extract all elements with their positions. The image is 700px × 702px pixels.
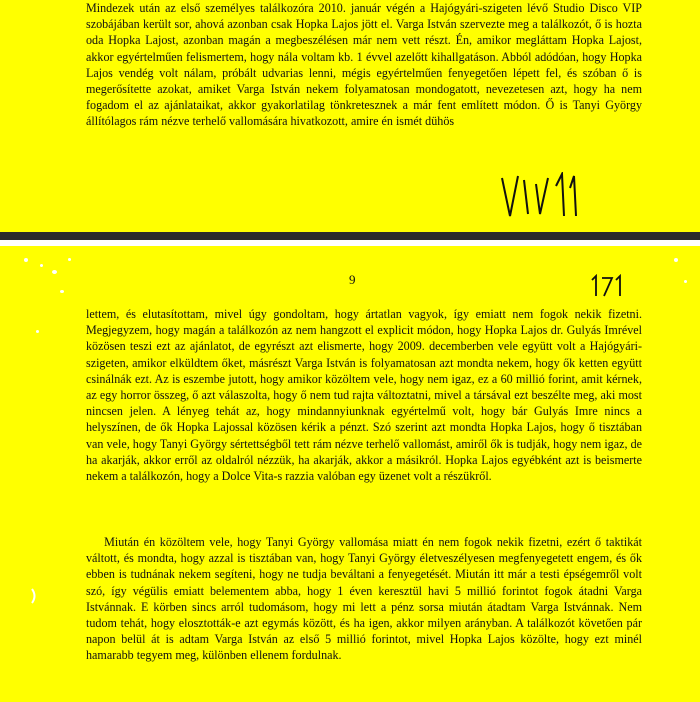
page-number: 9 bbox=[349, 272, 356, 287]
scanned-page-bottom bbox=[0, 246, 700, 702]
scanned-page-top bbox=[0, 0, 700, 232]
margin-bracket-mark bbox=[30, 588, 38, 604]
body-paragraph-2: Miután én közöltem vele, hogy Tanyi György vallomása miatt én nem fogok nekik fizetni, ezért ő taktikát váltott, és mondta, hogy azzal is tisztában van, hogy Tanyi György életveszélyesen megfenyegetett engem, és ők ebben is tudnának nekem segíteni, hogy ne tudja beváltani a fenyegetését. Miután itt már a testi épségemről volt szó, így végülis emiatt belementem abba, hogy 1 éven keresztül havi 5 millió forintot fogok átadni Varga Istvánnak. E körben sincs arról tudomásom, hogy mi lett a pénz sorsa miután átadtam Varga Istvánnak. Nem tudom tehát, hogy elosztották-e azt egymás között, és ha igen, akkor milyen arányban. A találkozót követően pár napon belül át is adtam Varga István az első 5 millió forintot, mivel Hopka Lajos közölte, hogy ezt minél hamarabb tegyem meg, különben ellenem fordulnak. bbox=[86, 535, 642, 663]
body-paragraph-1: lettem, és elutasítottam, mivel úgy gondoltam, hogy ártatlan vagyok, így emiatt nem fogok nekik fizetni. Megjegyzem, hogy magán a találkozón az nem hangzott el explicit módon, hogy Hopka Lajos dr. Gulyás Imrével közösen teszi ezt az ajánlatot, de egyrészt azt elismerte, hogy 2009. decemberben vele együtt volt a Hajógyári-szigeten, amikor elküldtem őket, másrészt Varga István is folyamatosan azt mondta nekem, hogy ők ketten együtt csinálnák ezt. Az is eszembe jutott, hogy amikor közöltem vele, hogy nem igaz, ez a 60 millió forint, amit kérnek, az egy horror összeg, ő azt válaszolta, hogy ő nem tud rajta változtatni, mivel a társával ezt beszélte meg, aki most nincsen jelen. A lényeg tehát az, hogy mindannyiunknak egyértelmű volt, hogy bár Gulyás Imre nincs a helyszínen, de ők Hopka Lajossal közösen kérik a pénzt. Szó szerint azt mondta Hopka Lajos, hogy ő tisztában van vele, hogy Tanyi György sértettségből tett rám nézve terhelő vallomást, amiről ők is tudják, hogy nem igaz, de ha akarják, akkor erről az oldalról nézzük, ha akarják, akkor a másikról. Hopka Lajos egyébként azt is beismerte nekem a találkozón, hogy a Dolce Vita-s razzia valóban egy üzenet volt a részükről. bbox=[86, 307, 642, 484]
handwritten-signature bbox=[500, 172, 580, 222]
body-paragraph-top: Mindezek után az első személyes találkozóra 2010. január végén a Hajógyári-szigeten lévő Studio Disco VIP szobájában került sor, ahová azonban csak Hopka Lajos jött el. Varga István szervezte meg a találkozót, ő is hozta oda Hopka Lajost, azonban magán a megbeszélésen már nem vett részt. Én, amikor megláttam Hopka Lajost, akkor egyértelműen felismertem, hogy nála voltam kb. 1 évvel azelőtt kihallgatáson. Abból adódóan, hogy Hopka Lajos vendég volt nálam, próbált udvarias lenni, mégis egyértelműen fenyegetően lépett fel, és szóban ő is megerősítette azokat, amiket Varga István nekem folyamatosan mondogatott, nevezetesen azt, hogy ha nem fogadom el az ajánlataikat, akkor gyakorlatilag tönkretesznek a már fent említett módon. Ő is Tanyi György állítólagos rám nézve terhelő vallomására hivatkozott, amire én ismét dühös bbox=[86, 1, 642, 129]
page-divider bbox=[0, 232, 700, 240]
